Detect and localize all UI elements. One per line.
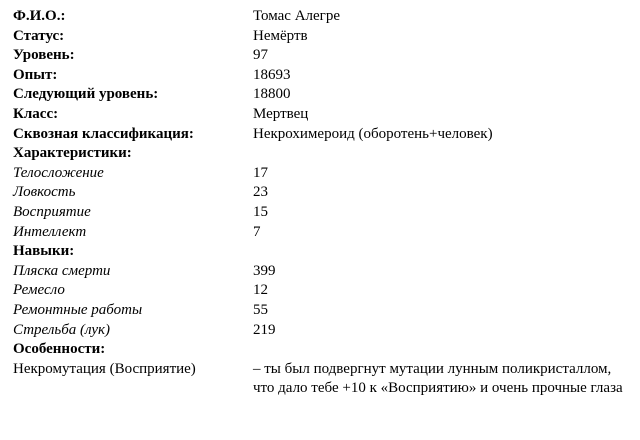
skill-value: 55 — [253, 301, 268, 318]
profile-value: 97 — [253, 47, 268, 64]
skill-label: Ремонтные работы — [13, 301, 143, 318]
profile-label: Сквозная классификация: — [13, 125, 194, 142]
characteristics-heading: Характеристики: — [13, 145, 132, 162]
skill-value: 219 — [253, 321, 276, 338]
characteristic-label: Восприятие — [13, 203, 91, 220]
skill-label: Ремесло — [13, 282, 65, 299]
profile-row-experience — [13, 66, 633, 86]
characteristic-value: 15 — [253, 203, 268, 220]
characteristic-label: Интеллект — [13, 223, 87, 240]
skill-row — [13, 321, 633, 341]
characteristic-value: 7 — [253, 223, 261, 240]
characteristic-value: 17 — [253, 164, 268, 181]
characteristic-row — [13, 203, 633, 223]
characteristic-row — [13, 223, 633, 243]
characteristic-value: 23 — [253, 184, 268, 201]
skill-row — [13, 301, 633, 321]
features-heading: Особенности: — [13, 341, 106, 358]
skill-row — [13, 281, 633, 301]
profile-row-status — [13, 27, 633, 47]
character-sheet — [13, 7, 633, 398]
profile-value: 18693 — [253, 66, 291, 83]
profile-label: Статус: — [13, 27, 65, 44]
profile-label: Уровень: — [13, 47, 75, 64]
skill-value: 12 — [253, 282, 268, 299]
characteristic-row — [13, 164, 633, 184]
skills-heading: Навыки: — [13, 243, 75, 260]
feature-label: Некромутация (Восприятие) — [13, 360, 196, 377]
characteristic-row — [13, 183, 633, 203]
profile-label: Следующий уровень: — [13, 86, 159, 103]
profile-value: Мертвец — [253, 105, 309, 122]
skill-value: 399 — [253, 262, 276, 279]
feature-description: – ты был подвергнут мутации лунным поликристаллом, что дало тебе +10 к «Восприятию» и очень прочные глаза — [253, 360, 623, 396]
skill-label: Стрельба (лук) — [13, 321, 111, 338]
profile-label: Ф.И.О.: — [13, 8, 66, 24]
profile-row-name — [13, 7, 633, 27]
profile-row-classification — [13, 125, 633, 145]
profile-label: Опыт: — [13, 66, 58, 83]
profile-label: Класс: — [13, 105, 59, 122]
profile-value: Томас Алегре — [253, 8, 340, 24]
profile-value: Некрохимероид (оборотень+человек) — [253, 125, 493, 142]
characteristic-label: Телосложение — [13, 164, 104, 181]
feature-row — [13, 360, 633, 398]
profile-row-next-level — [13, 85, 633, 105]
skill-label: Пляска смерти — [13, 262, 111, 279]
characteristic-label: Ловкость — [13, 184, 76, 201]
skill-row — [13, 262, 633, 282]
profile-row-class — [13, 105, 633, 125]
profile-row-level — [13, 46, 633, 66]
profile-value: 18800 — [253, 86, 291, 103]
profile-value: Немёртв — [253, 27, 308, 44]
